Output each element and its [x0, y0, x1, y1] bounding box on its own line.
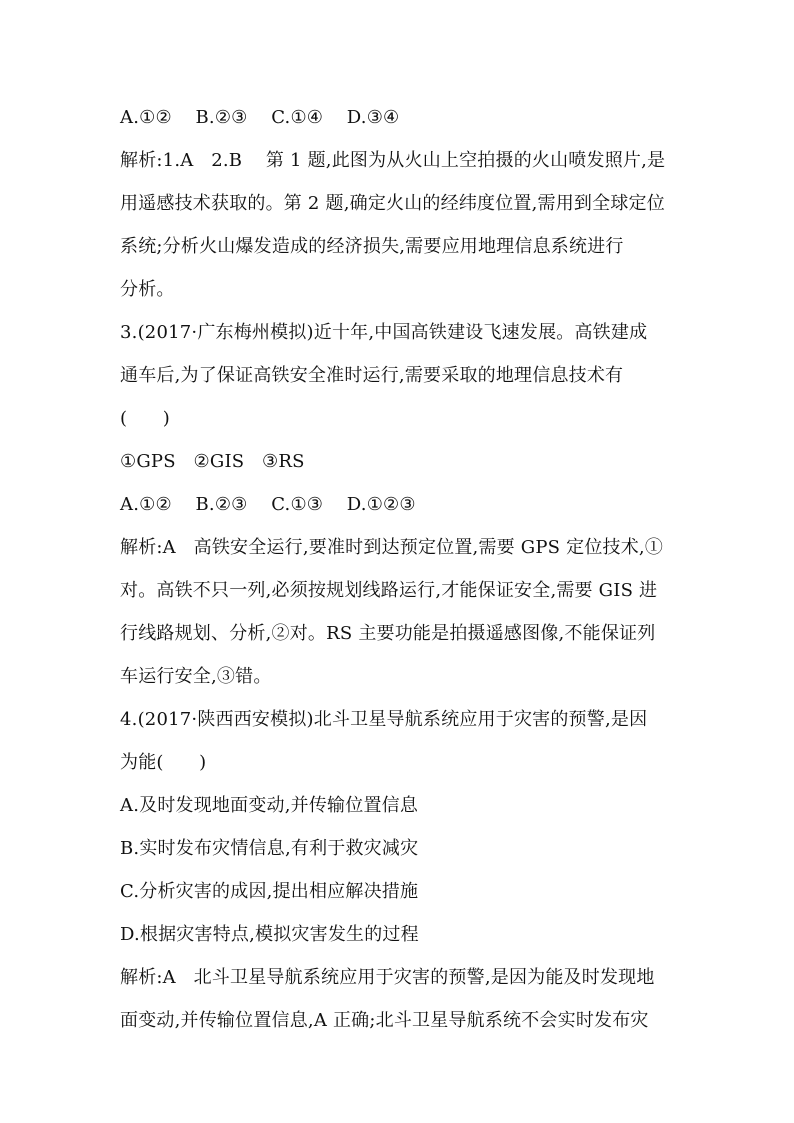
analysis-1-2-line-2: 用遥感技术获取的。第 2 题,确定火山的经纬度位置,需用到全球定位: [120, 193, 665, 214]
question-3-line-2: 通车后,为了保证高铁安全准时运行,需要采取的地理信息技术有: [120, 365, 624, 386]
question-4-line-1: 4.(2017·陕西西安模拟)北斗卫星导航系统应用于灾害的预警,是因: [120, 709, 648, 730]
analysis-3-line-2: 对。高铁不只一列,必须按规划线路运行,才能保证安全,需要 GIS 进: [120, 580, 658, 601]
question-4-option-d: D.根据灾害特点,模拟灾害发生的过程: [120, 924, 419, 945]
analysis-1-2-line-1: 解析:1.A 2.B 第 1 题,此图为从火山上空拍摄的火山喷发照片,是: [120, 150, 666, 171]
question-3-line-1: 3.(2017·广东梅州模拟)近十年,中国高铁建设飞速发展。高铁建成: [120, 322, 648, 343]
analysis-4-line-1: 解析:A 北斗卫星导航系统应用于灾害的预警,是因为能及时发现地: [120, 967, 655, 988]
question-4-option-b: B.实时发布灾情信息,有利于救灾减灾: [120, 838, 419, 859]
question-4-option-a: A.及时发现地面变动,并传输位置信息: [120, 795, 419, 816]
question-4-line-2: 为能( ): [120, 752, 207, 773]
analysis-4-line-2: 面变动,并传输位置信息,A 正确;北斗卫星导航系统不会实时发布灾: [120, 1010, 649, 1031]
analysis-3-line-1: 解析:A 高铁安全运行,要准时到达预定位置,需要 GPS 定位技术,①: [120, 537, 664, 558]
analysis-1-2-line-3: 系统;分析火山爆发造成的经济损失,需要应用地理信息系统进行: [120, 236, 624, 257]
question-3-items: ①GPS ②GIS ③RS: [120, 451, 305, 472]
question-4-option-c: C.分析灾害的成因,提出相应解决措施: [120, 881, 419, 902]
question-3-answer-blank: ( ): [120, 408, 170, 429]
question-3-options: A.①② B.②③ C.①③ D.①②③: [120, 494, 416, 515]
analysis-1-2-line-4: 分析。: [120, 279, 175, 300]
analysis-3-line-4: 车运行安全,③错。: [120, 666, 272, 687]
q2-options: A.①② B.②③ C.①④ D.③④: [120, 107, 400, 128]
analysis-3-line-3: 行线路规划、分析,②对。RS 主要功能是拍摄遥感图像,不能保证列: [120, 623, 656, 644]
